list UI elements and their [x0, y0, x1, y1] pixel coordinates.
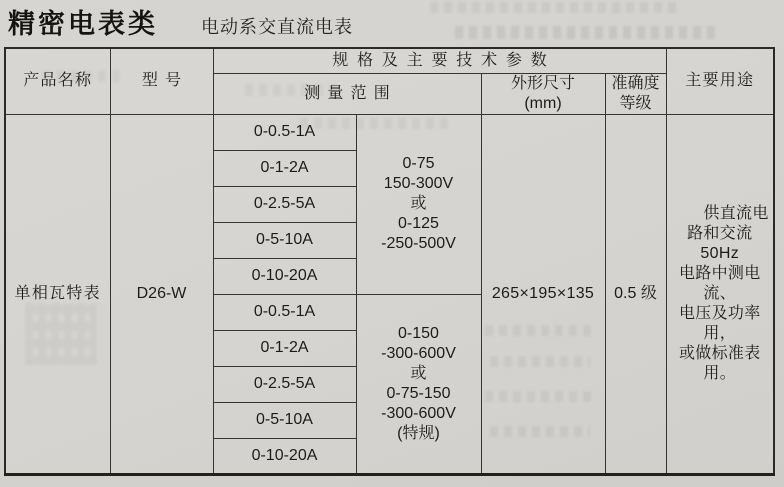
header-model: 型号: [110, 48, 213, 114]
cell-current-range: 0-10-20A: [213, 438, 356, 474]
cell-main-use: 供直流电 路和交流 50Hz 电路中测电流、 电压及功率用， 或做标准表用。: [666, 114, 774, 474]
cell-current-range: 0-10-20A: [213, 258, 356, 294]
cell-dimensions: 265×195×135: [481, 114, 605, 474]
page-title: 精密电表类: [8, 9, 158, 39]
page-subtitle: 电动系交直流电表: [201, 17, 353, 37]
header-dimensions: 外形尺寸 (mm): [481, 73, 605, 114]
cell-product-name: 单相瓦特表: [5, 114, 110, 474]
cell-current-range: 0-5-10A: [213, 402, 356, 438]
cell-current-range: 0-5-10A: [213, 222, 356, 258]
bleedthrough-artifact: [455, 26, 720, 39]
cell-current-range: 0-2.5-5A: [213, 366, 356, 402]
header-spec-group: 规格及主要技术参数: [213, 48, 666, 73]
spec-table: [4, 47, 775, 476]
cell-current-range: 0-1-2A: [213, 330, 356, 366]
cell-current-range: 0-1-2A: [213, 150, 356, 186]
cell-current-range: 0-0.5-1A: [213, 114, 356, 150]
bleedthrough-artifact: [430, 2, 680, 13]
header-product-name: 产品名称: [5, 48, 110, 114]
cell-current-range: 0-2.5-5A: [213, 186, 356, 222]
header-accuracy: 准确度 等级: [605, 73, 666, 114]
cell-accuracy: 0.5 级: [605, 114, 666, 474]
cell-voltage-range-group1: 0-75 150-300V 或 0-125 -250-500V: [356, 114, 481, 294]
header-measure-range: 测量范围: [213, 73, 481, 114]
cell-current-range: 0-0.5-1A: [213, 294, 356, 330]
cell-model: D26-W: [110, 114, 213, 474]
header-main-use: 主要用途: [666, 48, 774, 114]
cell-voltage-range-group2: 0-150 -300-600V 或 0-75-150 -300-600V (特规): [356, 294, 481, 474]
